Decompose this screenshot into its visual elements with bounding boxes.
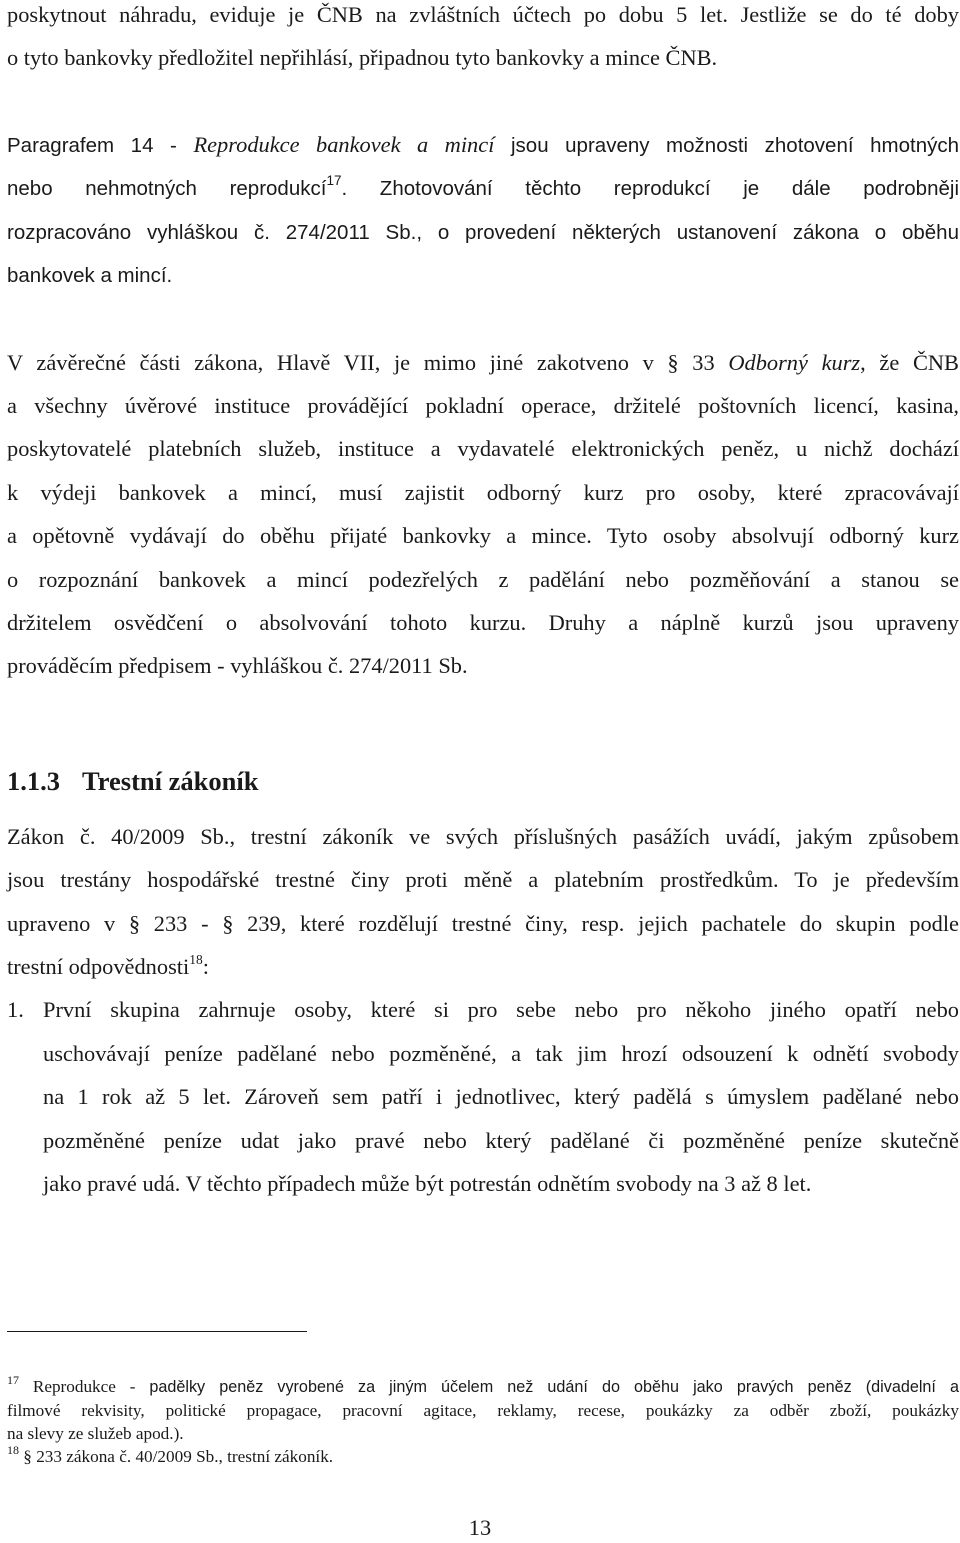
text-line: trestní odpovědnosti$^{18}$: bbox=[7, 952, 209, 979]
text-line: Paragrafem 14 - Reprodukce bankovek a mincí jsou upraveny možnosti zhotovení hmotných bbox=[7, 132, 959, 157]
footnote-ref-17[interactable]: 17 bbox=[326, 173, 342, 188]
footnote-line: filmové rekvisity, politické propagace, pracovní agitace, reklamy, recese, poukázky za odběr zboží, poukázky bbox=[7, 1401, 959, 1420]
list-marker: 1. bbox=[7, 997, 24, 1022]
text-line: nebo nehmotných reprodukcí$^{17}$. Zhotovování těchto reprodukcí je dále podrobněji bbox=[7, 173, 959, 200]
text-line: rozpracováno vyhláškou č. 274/2011 Sb., o provedení některých ustanovení zákona o oběhu bbox=[7, 221, 959, 244]
text-line: upraveno v § 233 - § 239, které rozdělují trestné činy, resp. jejich pachatele do skupin podle bbox=[7, 911, 959, 936]
text-line: pozměněné peníze udat jako pravé nebo který padělané či pozměněné peníze skutečně bbox=[43, 1128, 959, 1153]
footnote-ref-18[interactable]: 18 bbox=[189, 952, 203, 967]
text-line: poskytnout náhradu, eviduje je ČNB na zvláštních účtech po dobu 5 let. Jestliže se do té doby bbox=[7, 2, 959, 27]
text-line: jako pravé udá. V těchto případech může být potrestán odnětím svobody na 3 až 8 let. bbox=[43, 1171, 812, 1196]
text-line: prováděcím předpisem - vyhláškou č. 274/2011 Sb. bbox=[7, 653, 468, 678]
text-line: k výdeji bankovek a mincí, musí zajistit odborný kurz pro osoby, které zpracovávají bbox=[7, 480, 959, 505]
footnote-line: $^{18}$ § 233 zákona č. 40/2009 Sb., trestní zákoník. bbox=[7, 1443, 334, 1466]
footnote-line: na slevy ze služeb apod.). bbox=[7, 1424, 184, 1443]
text-line: bankovek a mincí. bbox=[7, 264, 173, 287]
text-line: o tyto bankovky předložitel nepřihlásí, připadnou tyto bankovky a mince ČNB. bbox=[7, 45, 718, 70]
section-title: Trestní zákoník bbox=[82, 766, 259, 796]
text-line: V závěrečné části zákona, Hlavě VII, je mimo jiné zakotveno v § 33 Odborný kurz, že ČNB bbox=[7, 350, 959, 375]
text-line: jsou trestány hospodářské trestné činy proti měně a platebním prostředkům. To je především bbox=[7, 867, 959, 892]
page-number: 13 bbox=[468, 1515, 492, 1540]
text-line: První skupina zahrnuje osoby, které si pro sebe nebo pro někoho jiného opatří nebo bbox=[43, 997, 959, 1022]
text-line: na 1 rok až 5 let. Zároveň sem patří i jednotlivec, který padělá s úmyslem padělané nebo bbox=[43, 1084, 959, 1109]
text-line: poskytovatelé platebních služeb, instituce a vydavatelé elektronických peněz, u nichž dochází bbox=[7, 436, 959, 461]
footnote-separator bbox=[7, 1331, 307, 1332]
text-line: Zákon č. 40/2009 Sb., trestní zákoník ve svých příslušných pasážích uvádí, jakým způsobem bbox=[7, 824, 960, 849]
text-line: a opětovně vydávají do oběhu přijaté bankovky a mince. Tyto osoby absolvují odborný kurz bbox=[7, 523, 959, 548]
footnote-line: $^{17}$ Reprodukce - padělky peněz vyrobené za jiným účelem než udání do oběhu jako pravých peněz (divadelní a bbox=[7, 1373, 959, 1396]
text-line: držitelem osvědčení o absolvování tohoto kurzu. Druhy a náplně kurzů jsou upraveny bbox=[7, 610, 959, 635]
text-line: o rozpoznání bankovek a mincí podezřelých z padělání nebo pozměňování a stanou se bbox=[7, 567, 959, 592]
text-line: a všechny úvěrové instituce provádějící pokladní operace, držitelé poštovních licencí, kasina, bbox=[7, 393, 959, 418]
section-number: 1.1.3 bbox=[7, 766, 60, 796]
section-heading bbox=[7, 764, 258, 798]
text-line: uschovávají peníze padělané nebo pozměněné, a tak jim hrozí odsouzení k odnětí svobody bbox=[43, 1041, 959, 1066]
